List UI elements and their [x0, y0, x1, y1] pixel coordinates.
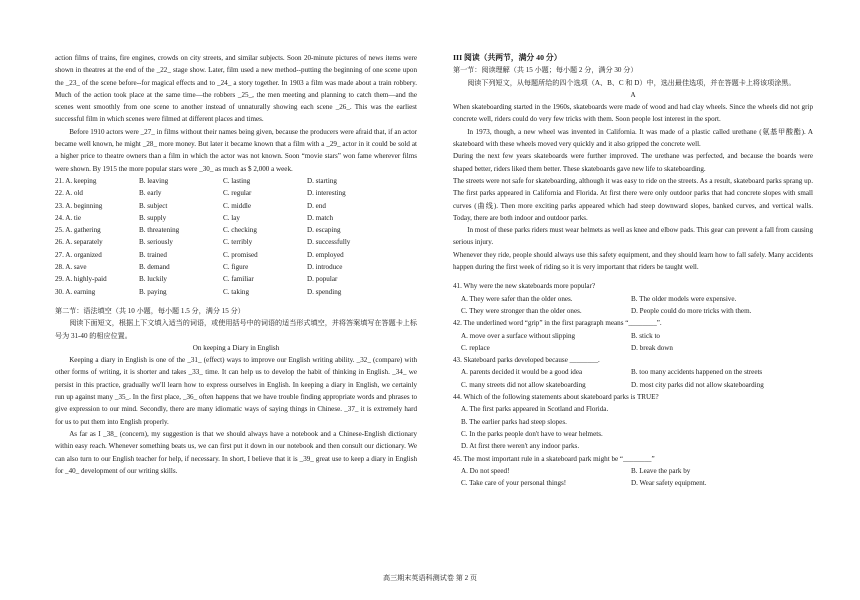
- option-row: [55, 200, 417, 212]
- option-d: D. introduce: [307, 263, 343, 272]
- option-c: C. regular: [223, 189, 252, 198]
- option-d: D. At first there weren't any indoor parks.: [461, 442, 580, 451]
- option-b: B. The earlier parks had steep slopes.: [461, 417, 567, 426]
- option-row: [55, 224, 417, 236]
- option-c: C. terribly: [223, 238, 253, 247]
- option-a: A. Do not speed!: [461, 466, 510, 475]
- option-c: C. checking: [223, 226, 257, 235]
- page-footer: 高三期末英语科测试卷 第 2 页: [383, 574, 477, 582]
- section2-title: 第二节：语法填空（共 10 小题，每小题 1.5 分，满分 15 分）: [55, 306, 245, 315]
- option-b: B. paying: [139, 287, 167, 296]
- option-a: 29. A. highly-paid: [55, 275, 107, 284]
- essay-title: On keeping a Diary in English: [192, 343, 280, 352]
- passage-paragraph-1: action films of trains, fire engines, crowds on city streets, and similar subjects. Soon 20-minute pictures of news items were shown in theatres at the end of the _22_ stage show. Later, film used a new method--putting the beginning of one scene upon the _23_ of the scene before--for magical effects and to _24_ a story together. In 1903 a film was made about a train robbery. Much of the action took place at the same time—the robbers _25_, the men meeting and planning to catch them—and the scenes went smoothly from one scene to another instead of unnaturally showing each scene _26_. This was the earliest successful film in which scenes were filmed at different places and times.: [55, 54, 417, 124]
- reading-paragraph-5: In most of these parks riders must wear helmets as well as knee and elbow pads. This gear can prevent a fall from causing serious injury.: [453, 226, 813, 247]
- option-b: B. seriously: [139, 238, 173, 247]
- question-45-options: [453, 465, 813, 490]
- option-d: D. People could do more tricks with them.: [631, 306, 752, 315]
- option-a: A. The first parks appeared in Scotland and Florida.: [461, 405, 609, 414]
- option-a: A. move over a surface without slipping: [461, 331, 576, 340]
- option-b: B. luckily: [139, 275, 167, 284]
- option-b: B. leaving: [139, 176, 169, 185]
- option-a: 24. A. tie: [55, 213, 82, 222]
- option-c: C. They were stronger than the older ones.: [461, 306, 582, 315]
- question-42: 42. The underlined word “grip” in the first paragraph means “________”.: [453, 319, 662, 328]
- option-a: A. parents decided it would be a good idea: [461, 368, 583, 377]
- option-b: B. too many accidents happened on the streets: [631, 368, 763, 377]
- left-column: [55, 52, 417, 477]
- option-d: D. match: [307, 213, 334, 222]
- option-row: [55, 249, 417, 261]
- reading-paragraph-3: During the next few years skateboards were further improved. The urethane was perfected, and because the boards were shaped better, riders liked them better. These skateboards gave new life to skateboarding.: [453, 152, 813, 173]
- option-b: B. The older models were expensive.: [631, 294, 737, 303]
- option-d: D. escaping: [307, 226, 341, 235]
- option-row: [55, 187, 417, 199]
- essay-paragraph-1: Keeping a diary in English is one of the _31_ (effect) ways to improve our English writing ability. _32_ (compare) with other forms of writing, it is shorter and takes _33_ time. It can help us to develop the habit of thinking in English. _34_ we persist in this practice, gradually we'll learn how to express ourselves in English. In keeping a diary in English, we certainly run up against many _35_. In the first place, _36_ often happens that we have trouble finding appropriate words and phrases to give expression to our mind. Secondly, there are many idiomatic ways of saying things in Chinese. _37_ it is extremely hard for us to put them into English properly.: [55, 356, 417, 426]
- option-b: B. demand: [139, 263, 170, 272]
- option-d: D. employed: [307, 250, 344, 259]
- option-d: D. Wear safety equipment.: [631, 479, 707, 488]
- section3-title: III 阅读（共两节，满分 40 分）: [453, 53, 562, 62]
- option-b: B. stick to: [631, 331, 660, 340]
- option-c: C. promised: [223, 250, 258, 259]
- section2-instructions: 阅读下面短文，根据上下文填入适当的词语，或使用括号中的词语的适当形式填空，并将答案填写在答题卡上标号为 31-40 的相应位置。: [55, 319, 417, 340]
- question-44: 44. Which of the following statements about skateboard parks is TRUE?: [453, 393, 659, 402]
- option-row: [55, 286, 417, 298]
- reading-paragraph-2: In 1973, though, a new wheel was invented in California. It was made of a plastic called urethane (氨基甲酸酯). A skateboard with these wheels moved very quickly and it also gripped the concrete well.: [453, 127, 813, 149]
- option-c: C. middle: [223, 201, 251, 210]
- reading-paragraph-6: Whenever they ride, people should always use this safety equipment, and they should learn how to fall safely. Many accidents happen during the first week of riding so it is very important that riders be taught well.: [453, 250, 813, 272]
- option-row: [55, 236, 417, 248]
- question-43: 43. Skateboard parks developed because ________.: [453, 356, 600, 365]
- option-a: 26. A. separately: [55, 238, 103, 247]
- option-a: 25. A. gathering: [55, 226, 101, 235]
- option-d: D. spending: [307, 287, 342, 296]
- option-a: 21. A. keeping: [55, 176, 97, 185]
- option-a: 22. A. old: [55, 189, 83, 198]
- option-a: A. They were safer than the older ones.: [461, 294, 573, 303]
- option-c: C. replace: [461, 343, 490, 352]
- question-43-options: [453, 366, 813, 391]
- option-row: [55, 175, 417, 187]
- option-c: C. familiar: [223, 275, 254, 284]
- option-c: C. lay: [223, 213, 240, 222]
- option-d: D. interesting: [307, 189, 346, 198]
- option-b: B. supply: [139, 213, 167, 222]
- option-row: [55, 273, 417, 285]
- option-c: C. many streets did not allow skateboarding: [461, 380, 586, 389]
- right-column: [453, 52, 813, 489]
- option-a: 27. A. organized: [55, 250, 102, 259]
- option-c: C. figure: [223, 263, 249, 272]
- question-41: 41. Why were the new skateboards more popular?: [453, 282, 596, 291]
- question-45: 45. The most important rule in a skateboard park might be “________”: [453, 454, 655, 463]
- option-c: C. Take care of your personal things!: [461, 479, 567, 488]
- option-row: [55, 261, 417, 273]
- option-c: C. In the parks people don't have to wear helmets.: [461, 429, 603, 438]
- passage-letter: A: [630, 90, 636, 99]
- question-41-options: [453, 293, 813, 318]
- section3-instructions: 阅读下列短文，从每题所给的四个选项（A、B、C 和 D）中，选出最佳选项，并在答题卡上将该项涂黑。: [467, 78, 796, 87]
- cloze-options: [55, 175, 417, 298]
- option-d: D. popular: [307, 275, 338, 284]
- option-d: D. starting: [307, 176, 337, 185]
- question-list: [453, 280, 813, 489]
- option-a: 30. A. earning: [55, 287, 96, 296]
- option-c: C. taking: [223, 287, 250, 296]
- option-b: B. early: [139, 189, 162, 198]
- option-b: B. subject: [139, 201, 168, 210]
- essay-paragraph-2: As far as I _38_ (concern), my suggestion is that we should always have a notebook and a Chinese-English dictionary within easy reach. Whenever something beats us, we can first put it down in our notebook and then consult our dictionary. We can also turn to our English teacher for help, if necessary. In short, I believe that it is _39_ great use to keep a diary in English for _40_ development of our writing skills.: [55, 429, 417, 475]
- option-b: B. threatening: [139, 226, 180, 235]
- option-row: [55, 212, 417, 224]
- option-a: 23. A. beginning: [55, 201, 103, 210]
- section3-subtitle: 第一节：阅读理解（共 15 小题；每小题 2 分，满分 30 分）: [453, 66, 638, 75]
- passage-paragraph-2: Before 1910 actors were _27_ in films without their names being given, because the producers were afraid that, if an actor became well known, he might _28_ more money. But later it became known that a film with a _29_ actor in it could be sold at a higher price to theatre owners than a film in which the actor was not known. Soon “movie stars” won fame wherever films were shown. By 1915 the more popular stars were _30_ as much as $ 2,000 a week.: [55, 127, 417, 173]
- option-d: D. successfully: [307, 238, 351, 247]
- option-a: 28. A. save: [55, 263, 87, 272]
- reading-paragraph-1: When skateboarding started in the 1960s, skateboards were made of wood and had clay wheels. Since the wheels did not grip concrete well, riders could do very few tricks with them. Soon people lost interest in the sport.: [453, 103, 813, 124]
- option-d: D. most city parks did not allow skateboarding: [631, 380, 764, 389]
- reading-paragraph-4: The streets were not safe for skateboarding, although it was easy to ride on the streets. As a result, skateboard parks sprang up. The first parks appeared in California and Florida. At first there were only outdoor parks that had concrete slopes with small curves (曲线). Then more exciting parks appeared which had steep downward slopes, banked curves, and vertical walls. Today, there are both indoor and outdoor parks.: [453, 176, 813, 222]
- question-42-options: [453, 330, 813, 355]
- option-d: D. end: [307, 201, 326, 210]
- option-b: B. trained: [139, 250, 167, 259]
- option-c: C. lasting: [223, 176, 251, 185]
- option-d: D. break down: [631, 343, 673, 352]
- option-b: B. Leave the park by: [631, 466, 691, 475]
